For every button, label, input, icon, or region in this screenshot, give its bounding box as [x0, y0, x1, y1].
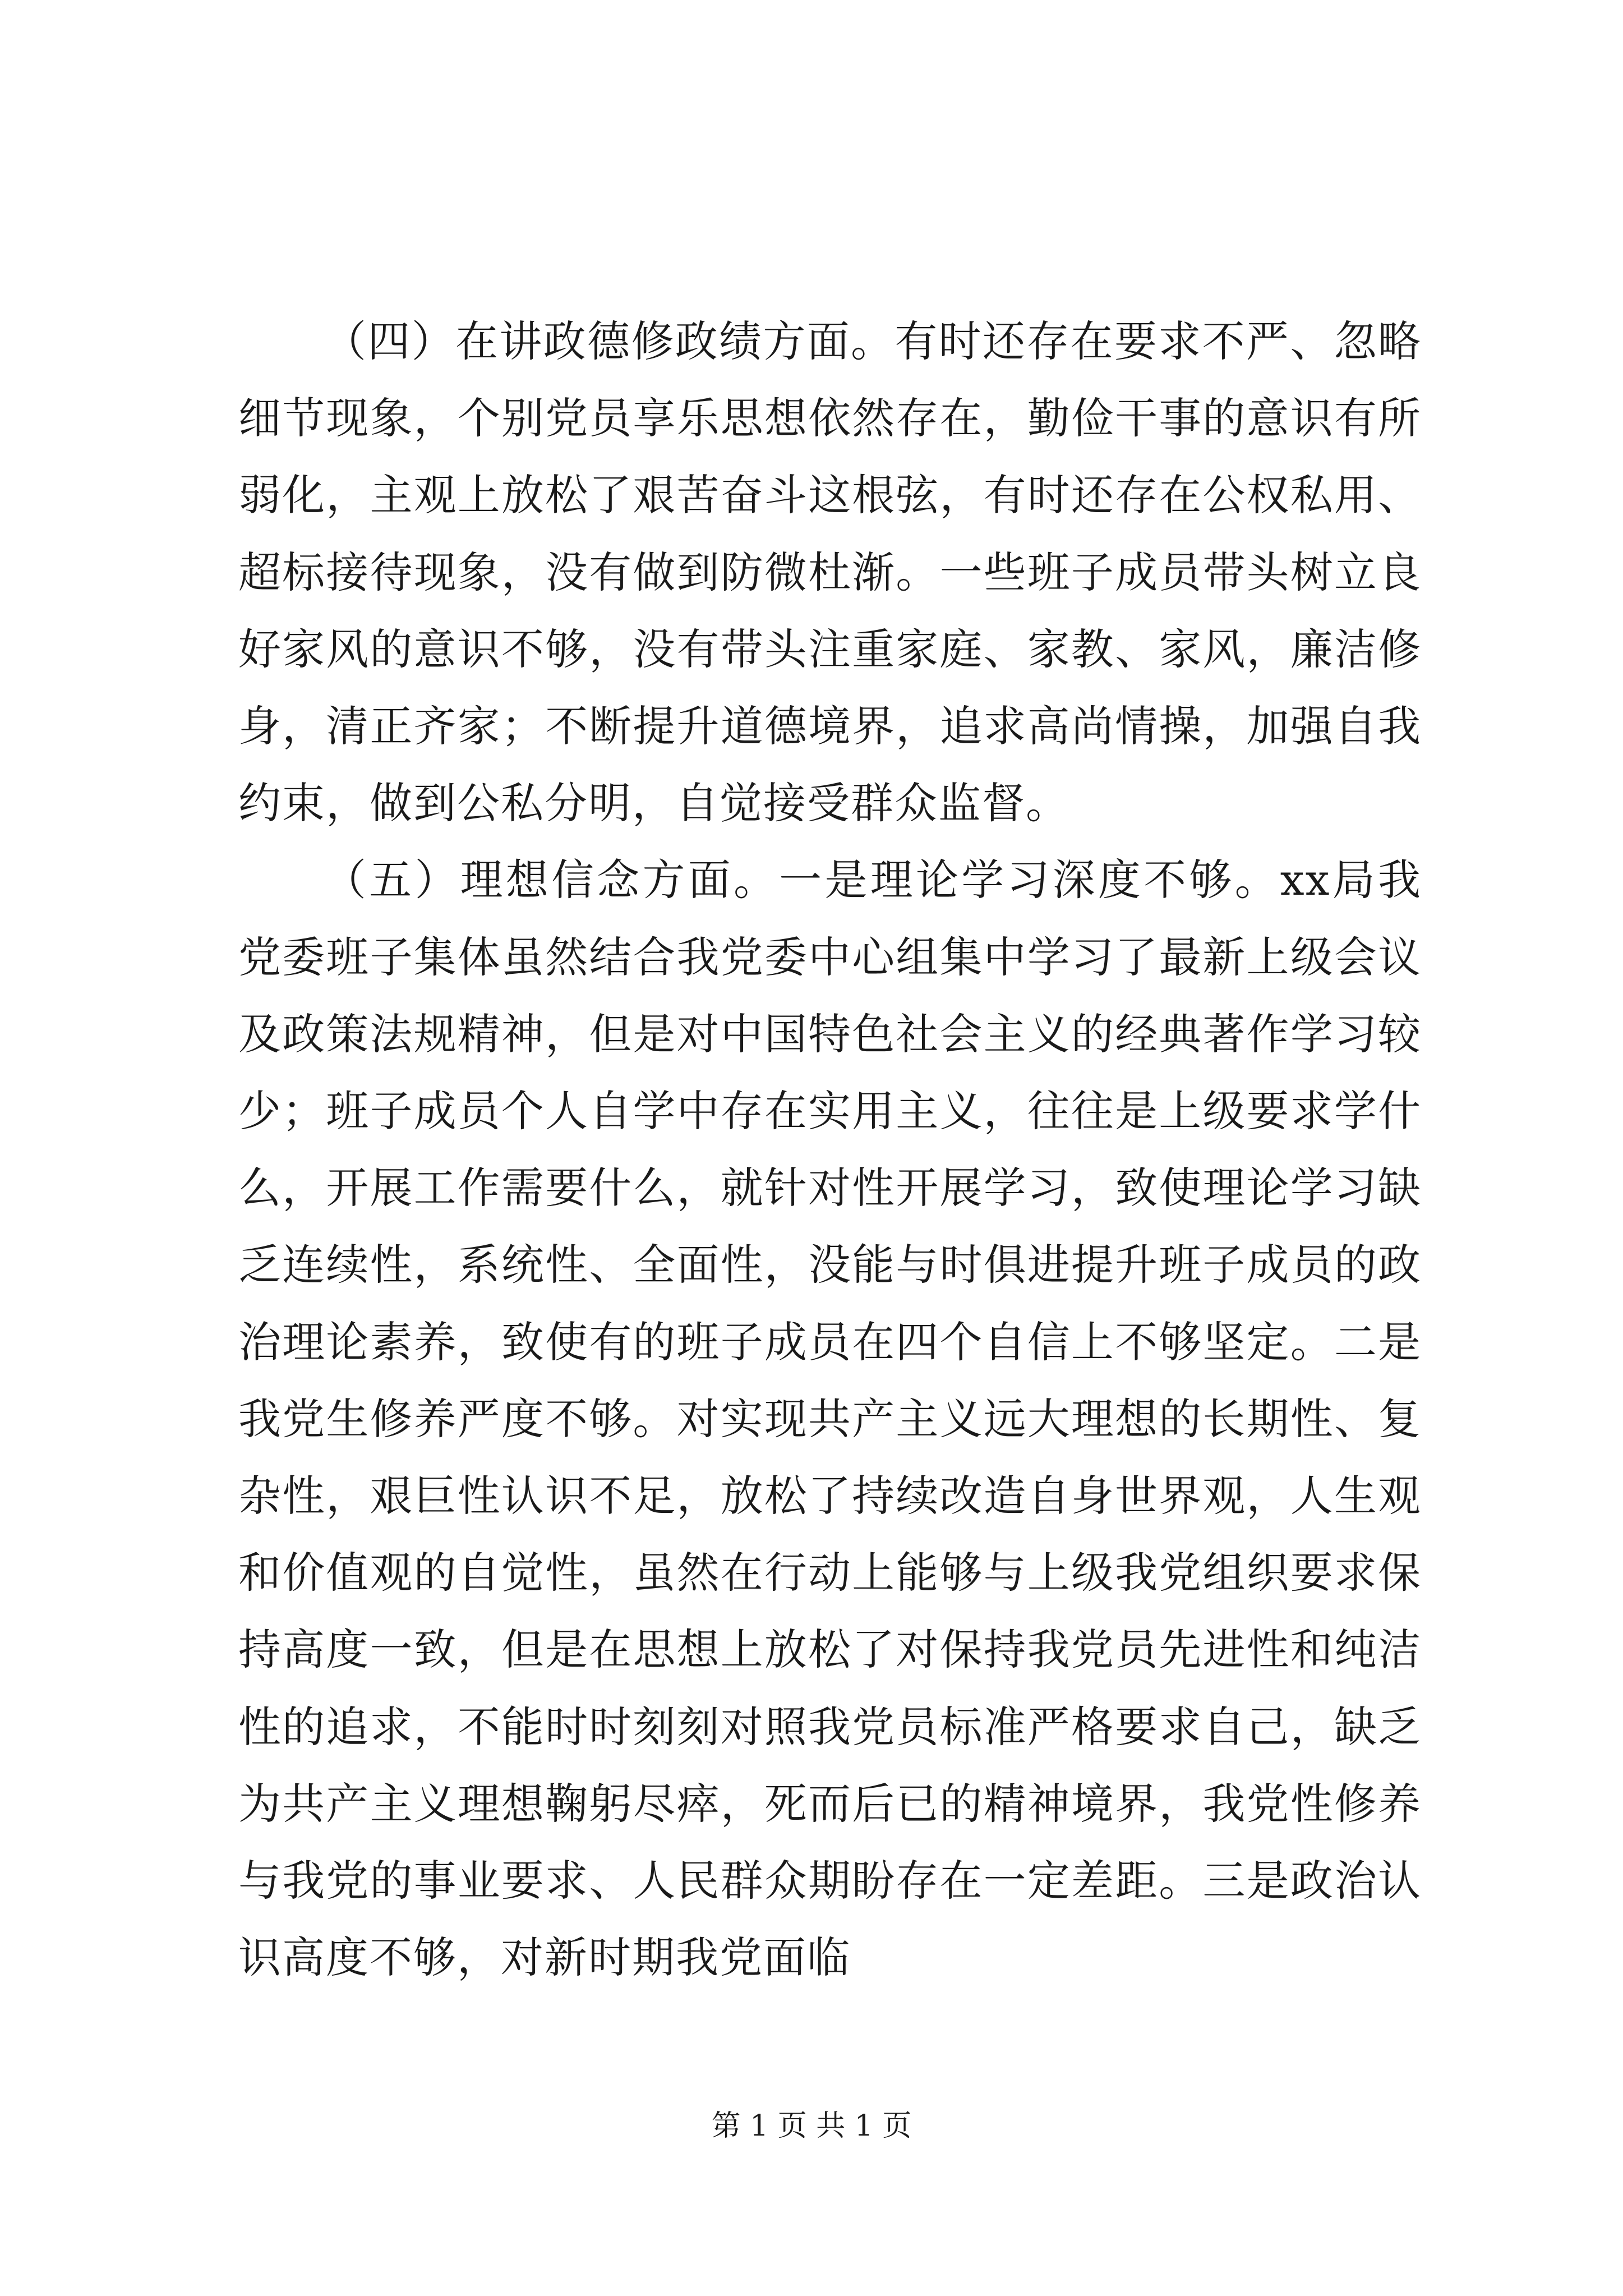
paragraph-ideals-beliefs: （五）理想信念方面。一是理论学习深度不够。xx局我党委班子集体虽然结合我党委中心组集中学习了最新上级会议及政策法规精神，但是对中国特色社会主义的经典著作学习较少；班子成员个人自学中存在实用主义，往往是上级要求学什么，开展工作需要什么，就针对性开展学习，致使理论学习缺乏连续性，系统性、全面性，没能与时俱进提升班子成员的政治理论素养，致使有的班子成员在四个自信上不够坚定。二是我党生修养严度不够。对实现共产主义远大理想的长期性、复杂性，艰巨性认识不足，放松了持续改造自身世界观，人生观和价值观的自觉性，虽然在行动上能够与上级我党组织要求保持高度一致，但是在思想上放松了对保持我党员先进性和纯洁性的追求，不能时时刻刻对照我党员标准严格要求自己，缺乏为共产主义理想鞠躬尽瘁，死而后已的精神境界，我党性修养与我党的事业要求、人民群众期盼存在一定差距。三是政治认识高度不够，对新时期我党面临 [238, 855, 1422, 1983]
document-body [238, 303, 1422, 1996]
page-footer: 第 1 页 共 1 页 [711, 2109, 912, 2143]
paragraph-political-ethics: （四）在讲政德修政绩方面。有时还存在要求不严、忽略细节现象，个别党员享乐思想依然存在，勤俭干事的意识有所弱化，主观上放松了艰苦奋斗这根弦，有时还存在公权私用、超标接待现象，没有做到防微杜渐。一些班子成员带头树立良好家风的意识不够，没有带头注重家庭、家教、家风，廉洁修身，清正齐家；不断提升道德境界，追求高尚情操，加强自我约束，做到公私分明，自觉接受群众监督。 [238, 316, 1422, 829]
